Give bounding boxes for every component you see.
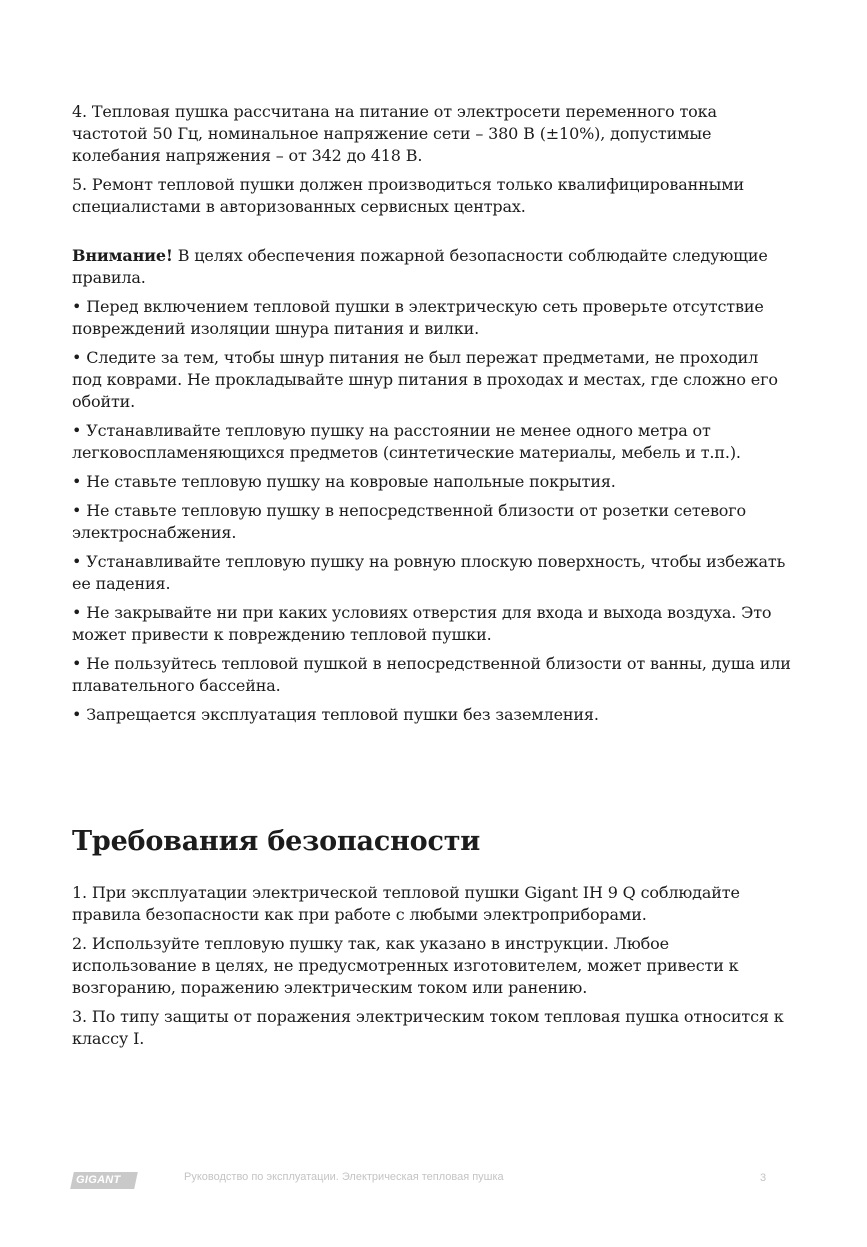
- warning-bullet-2: • Следите за тем, чтобы шнур питания не был пережат предметами, не проходил под коврами. Не прокладывайте шнур питания в проходах и местах, где сложно его обойти.: [72, 348, 778, 411]
- warning-bullet-5: • Не ставьте тепловую пушку в непосредственной близости от розетки сетевого электроснабжения.: [72, 501, 747, 542]
- paragraph-item-5: 5. Ремонт тепловой пушки должен производиться только квалифицированными специалистами в авторизованных сервисных центрах.: [72, 175, 745, 216]
- section-heading: Требования безопасности: [72, 826, 481, 857]
- warning-label: Внимание!: [72, 246, 173, 265]
- warning-bullet-6: • Устанавливайте тепловую пушку на ровную плоскую поверхность, чтобы избежать ее падения.: [72, 552, 786, 593]
- warning-bullet-3: • Устанавливайте тепловую пушку на расстоянии не менее одного метра от легковоспламеняющихся предметов (синтетические материалы, мебель и т.п.).: [72, 421, 741, 462]
- safety-item-1: 1. При эксплуатации электрической тепловой пушки Gigant IH 9 Q соблюдайте правила безопасности как при работе с любыми электроприборами.: [72, 883, 740, 924]
- warning-bullet-8: • Не пользуйтесь тепловой пушкой в непосредственной близости от ванны, душа или плавательного бассейна.: [72, 654, 791, 695]
- warning-bullet-4: • Не ставьте тепловую пушку на ковровые напольные покрытия.: [72, 472, 616, 491]
- page-number: 3: [760, 1172, 767, 1184]
- gigant-logo: [70, 1172, 138, 1189]
- warning-bullet-7: • Не закрывайте ни при каких условиях отверстия для входа и выхода воздуха. Это может привести к повреждению тепловой пушки.: [72, 603, 772, 644]
- warning-bullet-9: • Запрещается эксплуатация тепловой пушки без заземления.: [72, 705, 599, 724]
- warning-text: В целях обеспечения пожарной безопасности соблюдайте следующие правила.: [72, 246, 768, 287]
- warning-paragraph: [72, 245, 792, 289]
- paragraph-item-4: 4. Тепловая пушка рассчитана на питание от электросети переменного тока частотой 50 Гц, номинальное напряжение сети – 380 В (±10%), допустимые колебания напряжения – от 342 до 418 В.: [72, 102, 717, 165]
- warning-bullet-1: • Перед включением тепловой пушки в электрическую сеть проверьте отсутствие повреждений изоляции шнура питания и вилки.: [72, 297, 764, 338]
- safety-item-3: 3. По типу защиты от поражения электрическим током тепловая пушка относится к классу I.: [72, 1007, 784, 1048]
- safety-section: [72, 882, 792, 1050]
- logo-text: GIGANT: [76, 1174, 121, 1186]
- footer-title: Руководство по эксплуатации. Электрическая тепловая пушка: [184, 1171, 504, 1183]
- page-footer: [72, 1168, 772, 1192]
- main-content: [72, 101, 792, 726]
- safety-item-2: 2. Используйте тепловую пушку так, как указано в инструкции. Любое использование в целях, не предусмотренных изготовителем, может привести к возгоранию, поражению электрическим током или ранению.: [72, 934, 739, 997]
